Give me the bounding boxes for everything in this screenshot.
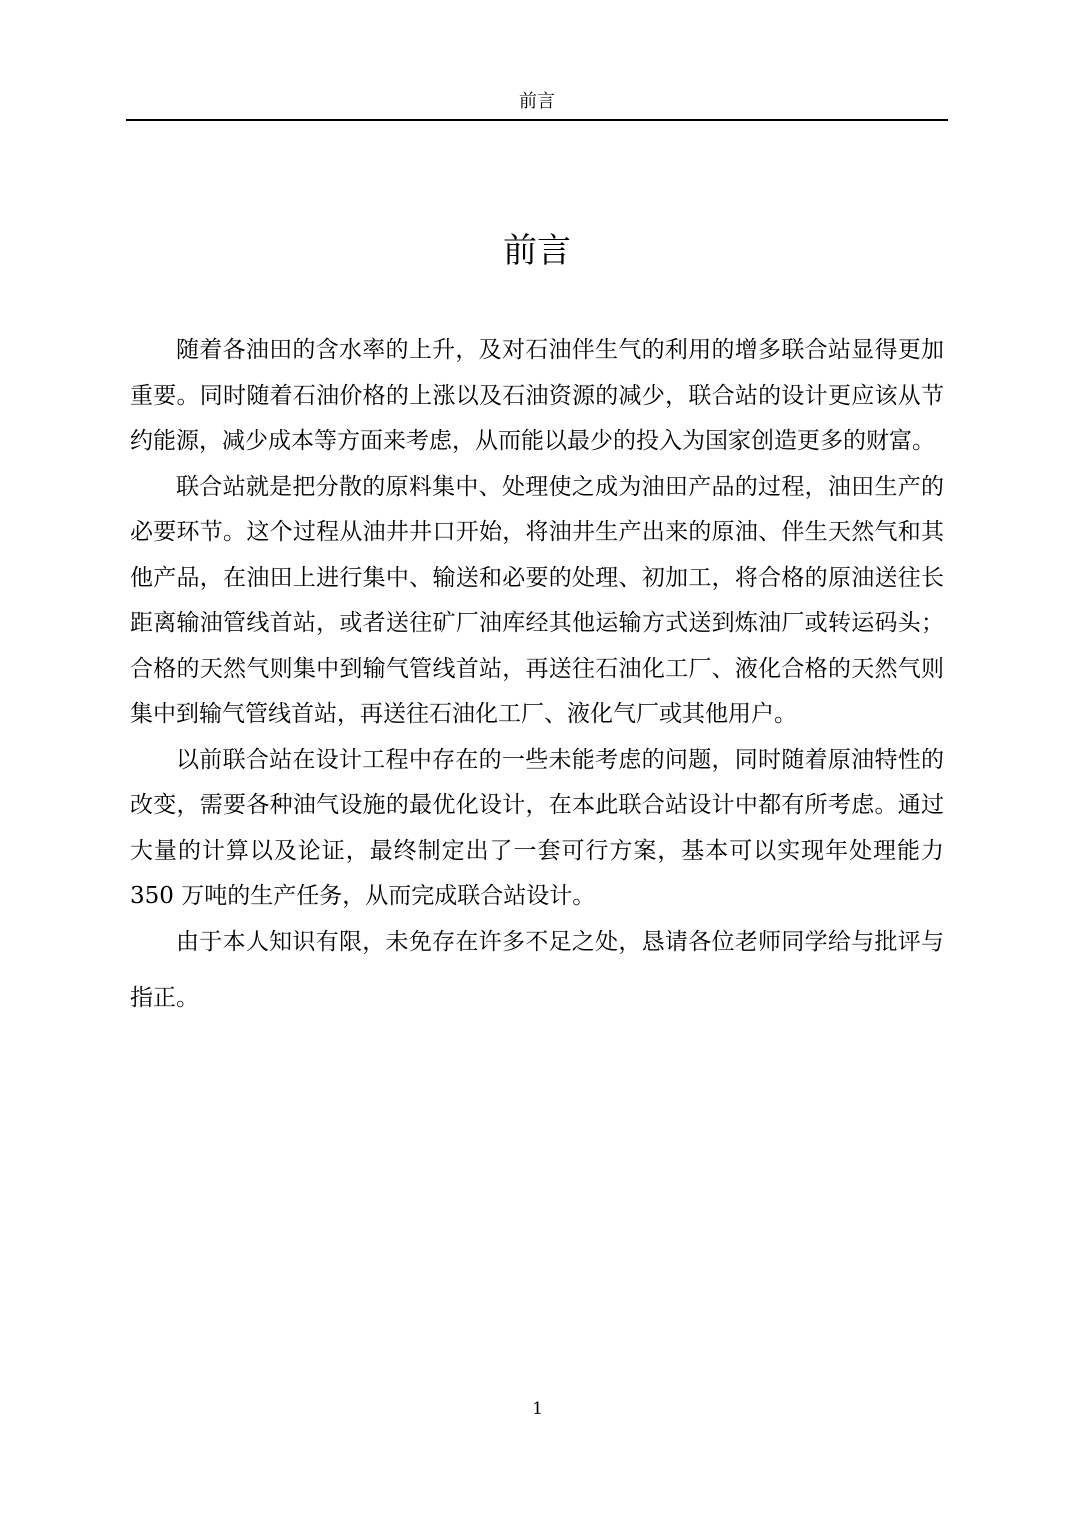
paragraph-3: 以前联合站在设计工程中存在的一些未能考虑的问题，同时随着原油特性的改变，需要各种油气设施的最优化设计，在本此联合站设计中都有所考虑。通过大量的计算以及论证，最终制定出了一套可行方案，基本可以实现年处理能力 350 万吨的生产任务，从而完成联合站设计。 xyxy=(130,746,944,909)
paragraph-2: 联合站就是把分散的原料集中、处理使之成为油田产品的过程，油田生产的必要环节。这个过程从油井井口开始，将油井生产出来的原油、伴生天然气和其他产品，在油田上进行集中、输送和必要的处理、初加工，将合格的原油送往长距离输油管线首站，或者送往矿厂油库经其他运输方式送到炼油厂或转运码头；合格的天然气则集中到输气管线首站，再送往石油化工厂、液化合格的天然气则集中到输气管线首站，再送往石油化工厂、液化气厂或其他用户。 xyxy=(130,473,944,727)
body-text xyxy=(130,328,944,1026)
page-title: 前言 xyxy=(503,231,571,271)
running-header: 前言 xyxy=(519,91,555,112)
paragraph-4: 由于本人知识有限，未免存在许多不足之处，恳请各位老师同学给与批评与指正。 xyxy=(130,928,944,1011)
paragraph-1: 随着各油田的含水率的上升，及对石油伴生气的利用的增多联合站显得更加重要。同时随着石油价格的上涨以及石油资源的减少，联合站的设计更应该从节约能源，减少成本等方面来考虑，从而能以最少的投入为国家创造更多的财富。 xyxy=(130,337,944,454)
header-divider xyxy=(126,119,948,121)
page-number: 1 xyxy=(532,1399,543,1419)
